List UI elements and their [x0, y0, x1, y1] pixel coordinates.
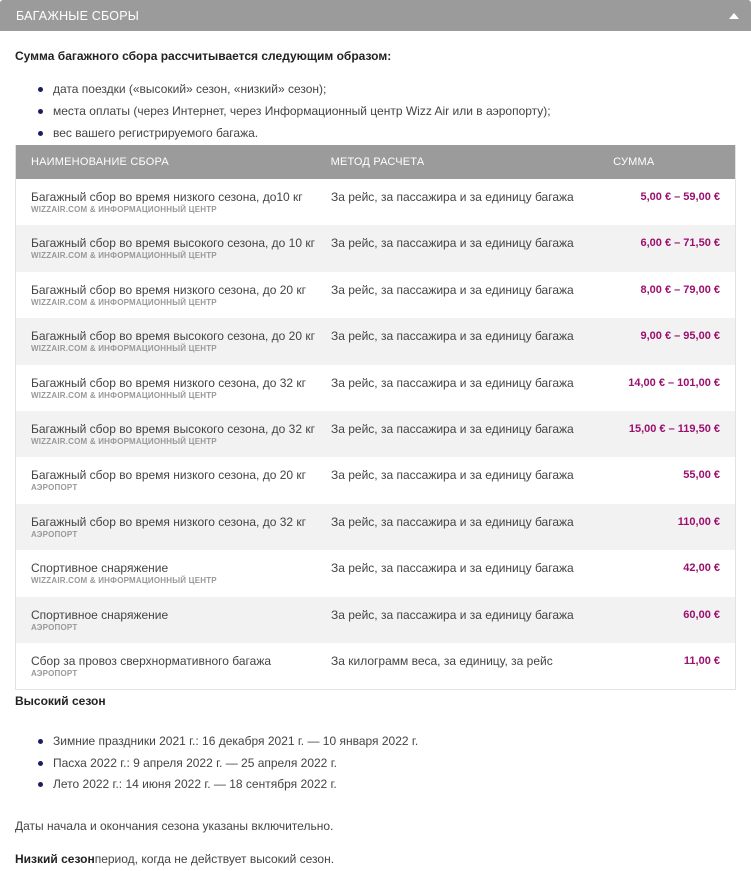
high-season-list	[38, 731, 418, 796]
table-row	[16, 179, 735, 225]
fee-name: Багажный сбор во время низкого сезона, до10 кг	[31, 190, 303, 204]
table-row	[16, 365, 735, 411]
table-row	[16, 272, 735, 318]
fee-name: Сбор за провоз сверхнормативного багажа	[31, 653, 272, 668]
bullet-icon	[38, 131, 43, 136]
fee-name: Багажный сбор во время низкого сезона, до 20 кг	[31, 282, 307, 297]
table-row	[16, 597, 735, 643]
fee-channel: WIZZAIR.COM & ИНФОРМАЦИОННЫЙ ЦЕНТР	[31, 576, 217, 586]
accordion-header[interactable]	[0, 0, 751, 31]
fee-method: За рейс, за пассажира и за единицу багажа	[331, 329, 574, 344]
inclusive-note: Даты начала и окончания сезона указаны включительно.	[15, 819, 334, 833]
list-item	[38, 774, 418, 796]
fee-channel: АЭРОПОРТ	[31, 668, 78, 678]
bullet-icon	[38, 87, 43, 92]
high-season-title: Высокий сезон	[15, 694, 106, 708]
fee-name: Багажный сбор во время низкого сезона, до 32 кг	[31, 375, 307, 390]
fees-table	[15, 145, 736, 690]
factor-text: места оплаты (через Интернет, через Информационный центр Wizz Air или в аэропорту);	[53, 104, 551, 118]
fee-channel: WIZZAIR.COM & ИНФОРМАЦИОННЫЙ ЦЕНТР	[31, 297, 217, 307]
fee-amount: 55,00 €	[683, 469, 720, 482]
header-amount: СУММА	[613, 156, 655, 168]
bullet-icon	[38, 739, 43, 744]
fee-method: За рейс, за пассажира и за единицу багажа	[331, 236, 574, 251]
fee-name: Спортивное снаряжение	[31, 561, 169, 576]
factor-text: вес вашего регистрируемого багажа.	[53, 126, 259, 140]
fee-method: За рейс, за пассажира и за единицу багажа	[331, 514, 574, 529]
fee-channel: АЭРОПОРТ	[31, 622, 78, 632]
table-row	[16, 225, 735, 271]
fee-channel: WIZZAIR.COM & ИНФОРМАЦИОННЫЙ ЦЕНТР	[31, 205, 217, 214]
fee-amount: 9,00 € – 95,00 €	[640, 330, 720, 343]
factor-text: дата поездки («высокий» сезон, «низкий» сезон);	[53, 82, 327, 96]
table-row	[16, 457, 735, 503]
fee-channel: АЭРОПОРТ	[31, 529, 78, 539]
season-text: Лето 2022 г.: 14 июня 2022 г. — 18 сентября 2022 г.	[53, 777, 337, 791]
season-text: Пасха 2022 г.: 9 апреля 2022 г. — 25 апреля 2022 г.	[53, 755, 337, 770]
fee-method: За рейс, за пассажира и за единицу багажа	[331, 421, 574, 436]
fee-amount: 8,00 € – 79,00 €	[640, 283, 720, 296]
fee-channel: АЭРОПОРТ	[31, 483, 78, 493]
table-row	[16, 504, 735, 550]
table-body	[16, 179, 735, 689]
fee-name: Спортивное снаряжение	[31, 607, 169, 622]
list-item	[38, 753, 418, 775]
fee-name: Багажный сбор во время низкого сезона, до 32 кг	[31, 514, 307, 529]
fee-amount: 14,00 € – 101,00 €	[628, 376, 720, 389]
fee-method: За рейс, за пассажира и за единицу багажа	[331, 282, 574, 297]
fee-amount: 6,00 € – 71,50 €	[640, 237, 720, 250]
season-text: Зимние праздники 2021 г.: 16 декабря 2021 г. — 10 января 2022 г.	[53, 734, 419, 748]
table-header	[16, 145, 735, 179]
fee-method: За килограмм веса, за единицу, за рейс	[331, 653, 553, 668]
list-item	[38, 122, 551, 144]
fee-method: За рейс, за пассажира и за единицу багажа	[331, 561, 574, 576]
fee-amount: 15,00 € – 119,50 €	[628, 422, 720, 435]
fee-method: За рейс, за пассажира и за единицу багажа	[331, 468, 574, 483]
factor-list	[38, 78, 551, 144]
list-item	[38, 731, 418, 753]
fee-name: Багажный сбор во время высокого сезона, до 20 кг	[31, 329, 315, 344]
fee-name: Багажный сбор во время низкого сезона, до 20 кг	[31, 468, 307, 483]
table-row	[16, 643, 735, 689]
fee-amount: 60,00 €	[683, 608, 720, 621]
fee-channel: WIZZAIR.COM & ИНФОРМАЦИОННЫЙ ЦЕНТР	[31, 344, 217, 354]
fee-amount: 5,00 € – 59,00 €	[640, 191, 720, 203]
intro-text: Сумма багажного сбора рассчитывается следующим образом:	[15, 49, 392, 63]
list-item	[38, 78, 551, 100]
bullet-icon	[38, 109, 43, 114]
accordion-title: БАГАЖНЫЕ СБОРЫ	[16, 8, 139, 23]
bullet-icon	[38, 782, 43, 787]
header-fee-name: НАИМЕНОВАНИЕ СБОРА	[31, 156, 169, 168]
fee-method: За рейс, за пассажира и за единицу багажа	[331, 375, 574, 390]
fee-method: За рейс, за пассажира и за единицу багажа	[331, 607, 574, 622]
low-season-text: период, когда не действует высокий сезон.	[94, 852, 335, 866]
fee-channel: WIZZAIR.COM & ИНФОРМАЦИОННЫЙ ЦЕНТР	[31, 390, 217, 400]
low-season-label: Низкий сезон	[15, 852, 95, 866]
fee-amount: 42,00 €	[683, 562, 720, 575]
fee-name: Багажный сбор во время высокого сезона, до 10 кг	[31, 236, 315, 251]
low-season-note	[15, 852, 334, 866]
caret-up-icon[interactable]	[727, 9, 741, 23]
fee-amount: 11,00 €	[683, 654, 720, 667]
table-row	[16, 318, 735, 364]
fee-method: За рейс, за пассажира и за единицу багажа	[331, 190, 574, 204]
list-item	[38, 100, 551, 122]
fee-channel: WIZZAIR.COM & ИНФОРМАЦИОННЫЙ ЦЕНТР	[31, 251, 217, 261]
table-row	[16, 550, 735, 596]
table-row	[16, 411, 735, 457]
fee-amount: 110,00 €	[677, 515, 720, 528]
fee-name: Багажный сбор во время высокого сезона, до 32 кг	[31, 421, 315, 436]
fee-channel: WIZZAIR.COM & ИНФОРМАЦИОННЫЙ ЦЕНТР	[31, 436, 217, 446]
header-method: МЕТОД РАСЧЕТА	[330, 156, 425, 168]
bullet-icon	[38, 761, 43, 766]
